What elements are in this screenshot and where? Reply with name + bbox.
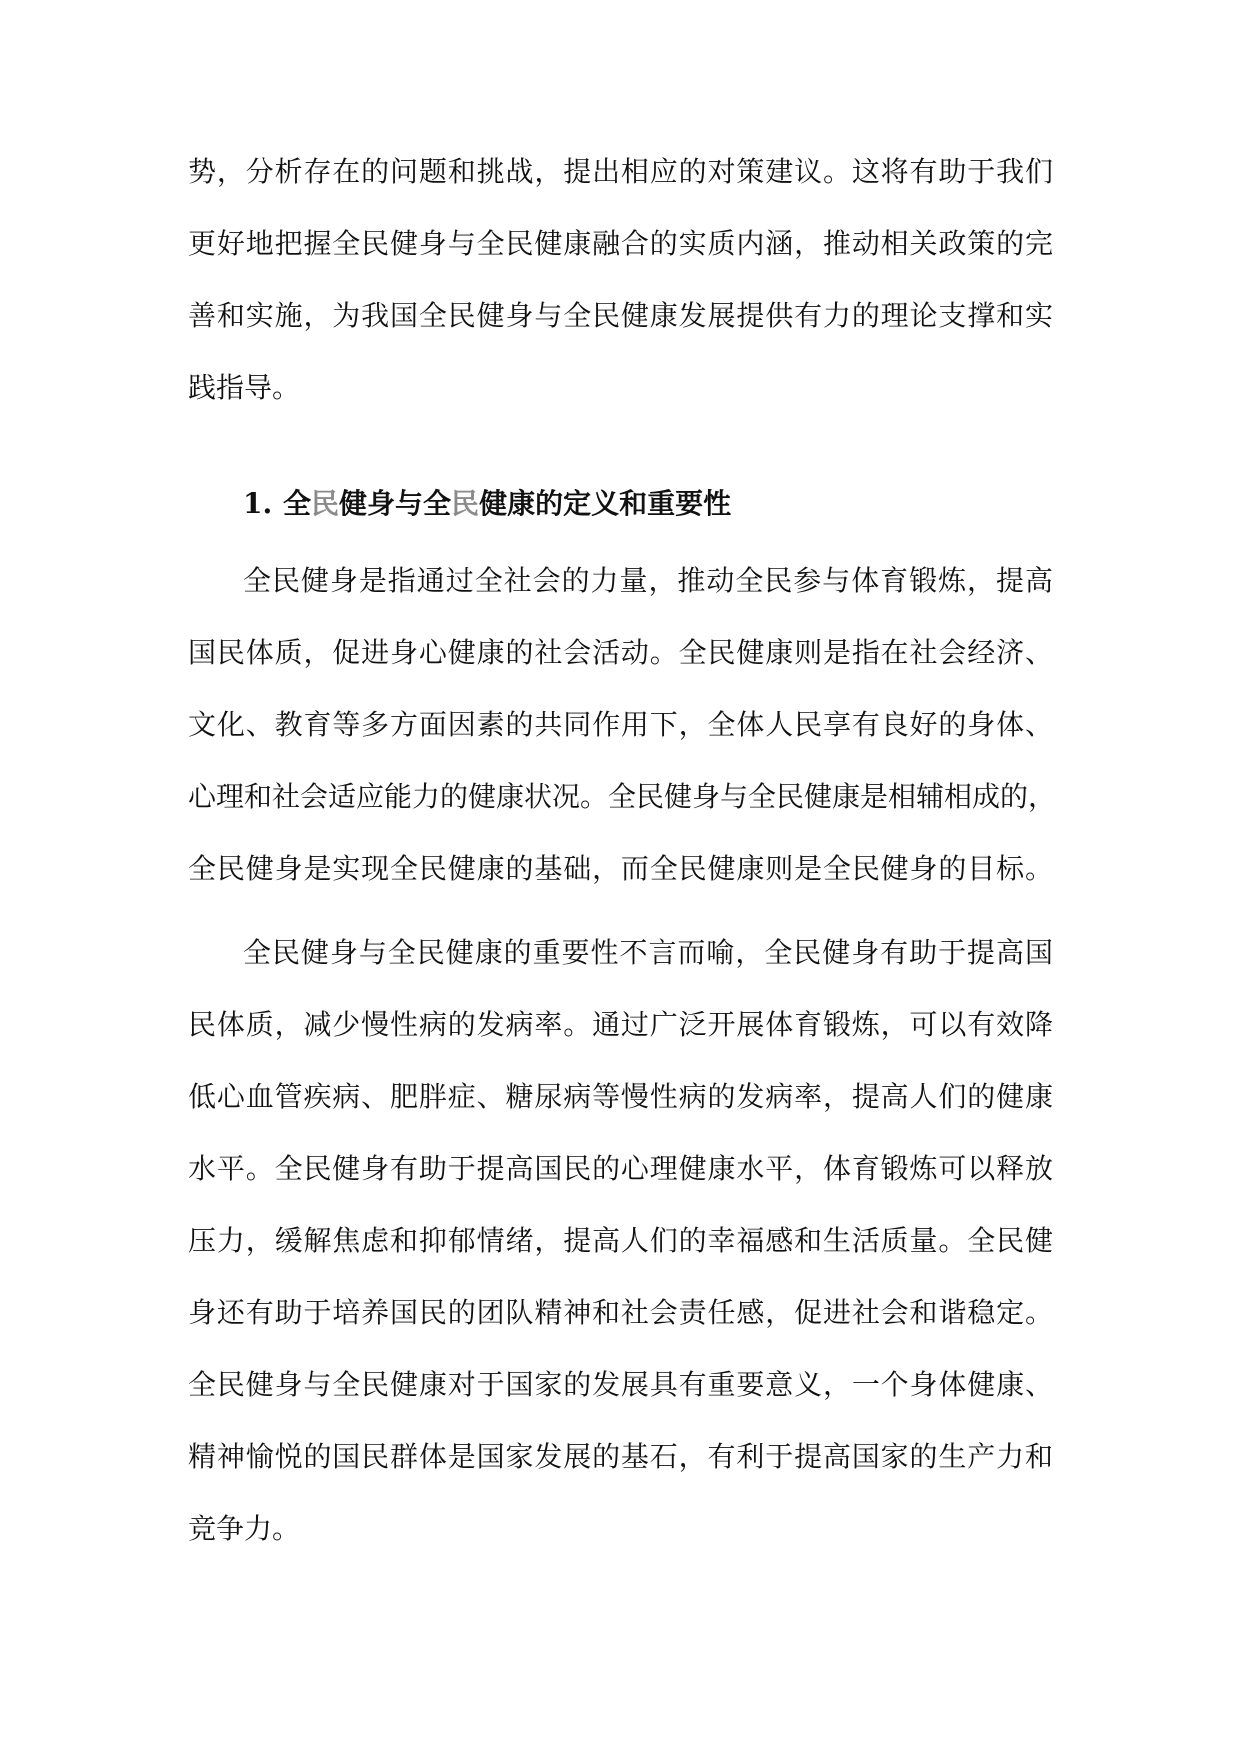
section-title-part: 健身与全 bbox=[339, 487, 452, 520]
para2-line-7: 全民健身与全民健康对于国家的发展具有重要意义，一个身体健康、 bbox=[188, 1368, 1053, 1401]
para2-line-9: 竞争力。 bbox=[188, 1512, 301, 1545]
para2-line-2: 民体质，减少慢性病的发病率。通过广泛开展体育锻炼，可以有效降 bbox=[188, 1008, 1053, 1041]
para1-line-4: 心理和社会适应能力的健康状况。全民健身与全民健康是相辅相成的， bbox=[188, 780, 1057, 813]
para1-line-2: 国民体质，促进身心健康的社会活动。全民健康则是指在社会经济、 bbox=[188, 636, 1053, 669]
intro-line-3: 善和实施，为我国全民健身与全民健康发展提供有力的理论支撑和实 bbox=[188, 299, 1053, 332]
intro-line-4: 践指导。 bbox=[188, 371, 301, 404]
para1-line-1: 全民健身是指通过全社会的力量，推动全民参与体育锻炼，提高 bbox=[243, 564, 1053, 597]
para2-line-6: 身还有助于培养国民的团队精神和社会责任感，促进社会和谐稳定。 bbox=[188, 1296, 1053, 1329]
intro-line-2: 更好地把握全民健身与全民健康融合的实质内涵，推动相关政策的完 bbox=[188, 227, 1053, 260]
section-title-part: 全 bbox=[283, 487, 312, 520]
section-number: 1. bbox=[243, 487, 273, 520]
section-title-highlight: 民 bbox=[311, 487, 340, 520]
para2-line-8: 精神愉悦的国民群体是国家发展的基石，有利于提高国家的生产力和 bbox=[188, 1440, 1053, 1473]
section-title-highlight: 民 bbox=[451, 487, 480, 520]
para1-line-3: 文化、教育等多方面因素的共同作用下，全体人民享有良好的身体、 bbox=[188, 708, 1053, 741]
para2-line-5: 压力，缓解焦虑和抑郁情绪，提高人们的幸福感和生活质量。全民健 bbox=[188, 1224, 1053, 1257]
para2-line-1: 全民健身与全民健康的重要性不言而喻，全民健身有助于提高国 bbox=[243, 936, 1053, 969]
para2-line-4: 水平。全民健身有助于提高国民的心理健康水平，体育锻炼可以释放 bbox=[188, 1152, 1053, 1185]
section-heading bbox=[243, 484, 731, 524]
para1-line-5: 全民健身是实现全民健康的基础，而全民健康则是全民健身的目标。 bbox=[188, 852, 1053, 885]
intro-line-1: 势，分析存在的问题和挑战，提出相应的对策建议。这将有助于我们 bbox=[188, 155, 1053, 188]
para2-line-3: 低心血管疾病、肥胖症、糖尿病等慢性病的发病率，提高人们的健康 bbox=[188, 1080, 1053, 1113]
section-title-part: 健康的定义和重要性 bbox=[479, 487, 732, 520]
